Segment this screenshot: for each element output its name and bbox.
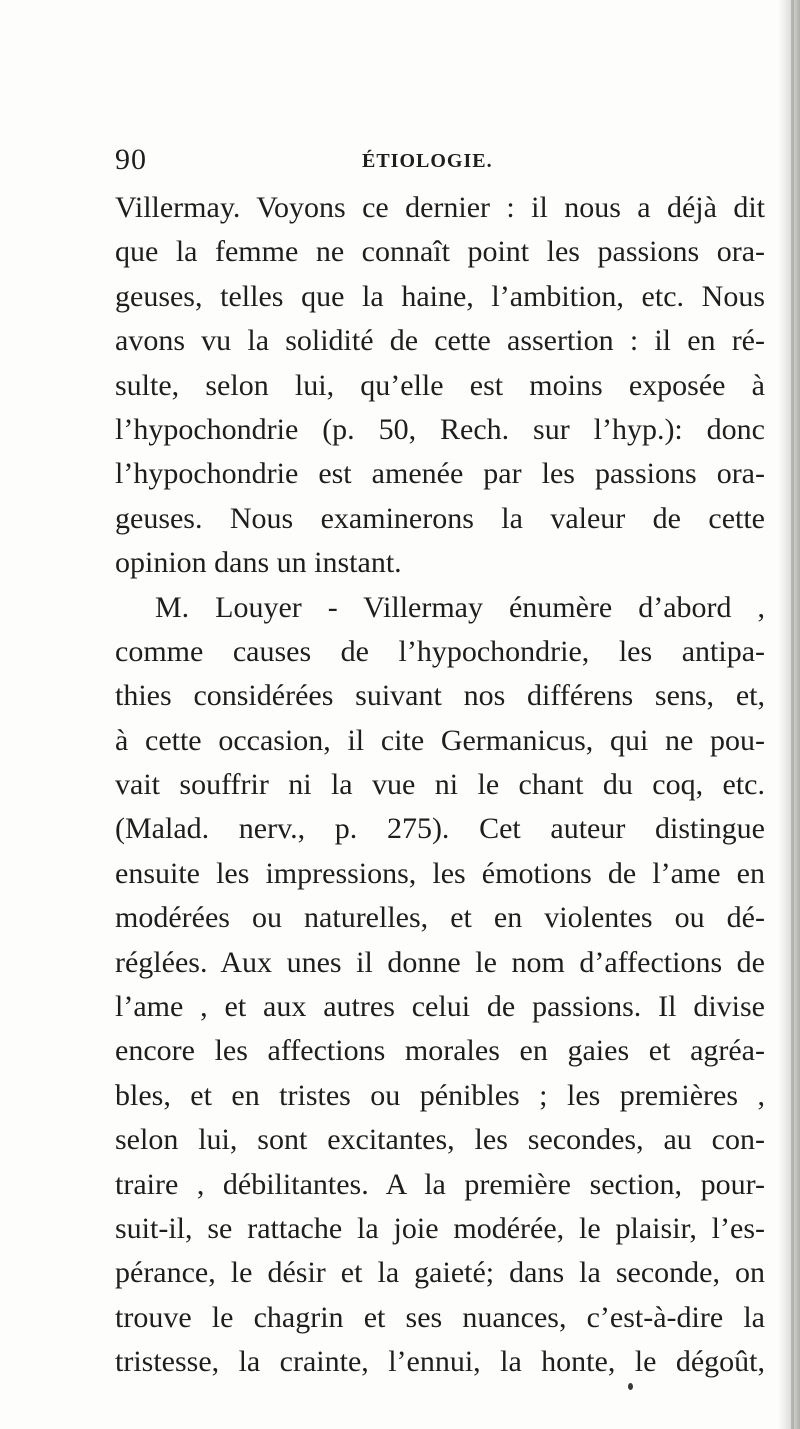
chapter-title: ÉTIOLOGIE. — [362, 150, 493, 172]
text-line: l’hypochondrie est amenée par les passions ora- — [115, 457, 765, 491]
text-line: suit-il, se rattache la joie modérée, le plaisir, l’es- — [115, 1211, 765, 1245]
page-number: 90 — [115, 143, 147, 176]
text-line: tristesse, la crainte, l’ennui, la honte, le dégoût, — [115, 1345, 765, 1379]
ink-speck — [628, 1383, 633, 1390]
text-line: l’hypochondrie (p. 50, Rech. sur l’hyp.): donc — [115, 412, 765, 446]
text-line: modérées ou naturelles, et en violentes ou dé- — [115, 901, 765, 935]
page-edge-line — [791, 0, 794, 1429]
text-line: (Malad. nerv., p. 275). Cet auteur distingue — [115, 812, 765, 846]
text-line: pérance, le désir et la gaieté; dans la seconde, on — [115, 1256, 765, 1290]
text-line: vait souffrir ni la vue ni le chant du coq, etc. — [115, 768, 765, 802]
text-line: encore les affections morales en gaies et agréa- — [115, 1034, 765, 1068]
text-line: selon lui, sont excitantes, les secondes, au con- — [115, 1123, 765, 1157]
page-edge-shadow — [778, 0, 800, 1429]
text-line: M. Louyer - Villermay énumère d’abord , — [155, 590, 765, 624]
text-line: ensuite les impressions, les émotions de l’ame en — [115, 856, 765, 890]
text-line: traire , débilitantes. A la première section, pour- — [115, 1167, 765, 1201]
text-line: geuses, telles que la haine, l’ambition, etc. Nous — [115, 279, 765, 313]
body-text — [115, 186, 765, 1385]
text-line: comme causes de l’hypochondrie, les antipa- — [115, 634, 765, 668]
text-line: à cette occasion, il cite Germanicus, qui ne pou- — [115, 723, 765, 757]
running-head — [115, 140, 740, 180]
text-line: Villermay. Voyons ce dernier : il nous a déjà dit — [115, 191, 765, 224]
text-line: sulte, selon lui, qu’elle est moins exposée à — [115, 368, 765, 402]
text-line: bles, et en tristes ou pénibles ; les premières , — [115, 1078, 765, 1112]
text-line: avons vu la solidité de cette assertion : il en ré- — [115, 324, 765, 358]
text-line: thies considérées suivant nos différens sens, et, — [115, 679, 765, 713]
text-line: l’ame , et aux autres celui de passions. Il divise — [115, 990, 765, 1024]
text-line: opinion dans un instant. — [115, 546, 402, 580]
text-line: que la femme ne connaît point les passions ora- — [115, 235, 765, 269]
text-line: geuses. Nous examinerons la valeur de cette — [115, 501, 765, 535]
text-line: réglées. Aux unes il donne le nom d’affections de — [115, 945, 765, 979]
text-line: trouve le chagrin et ses nuances, c’est-à-dire la — [115, 1300, 765, 1334]
